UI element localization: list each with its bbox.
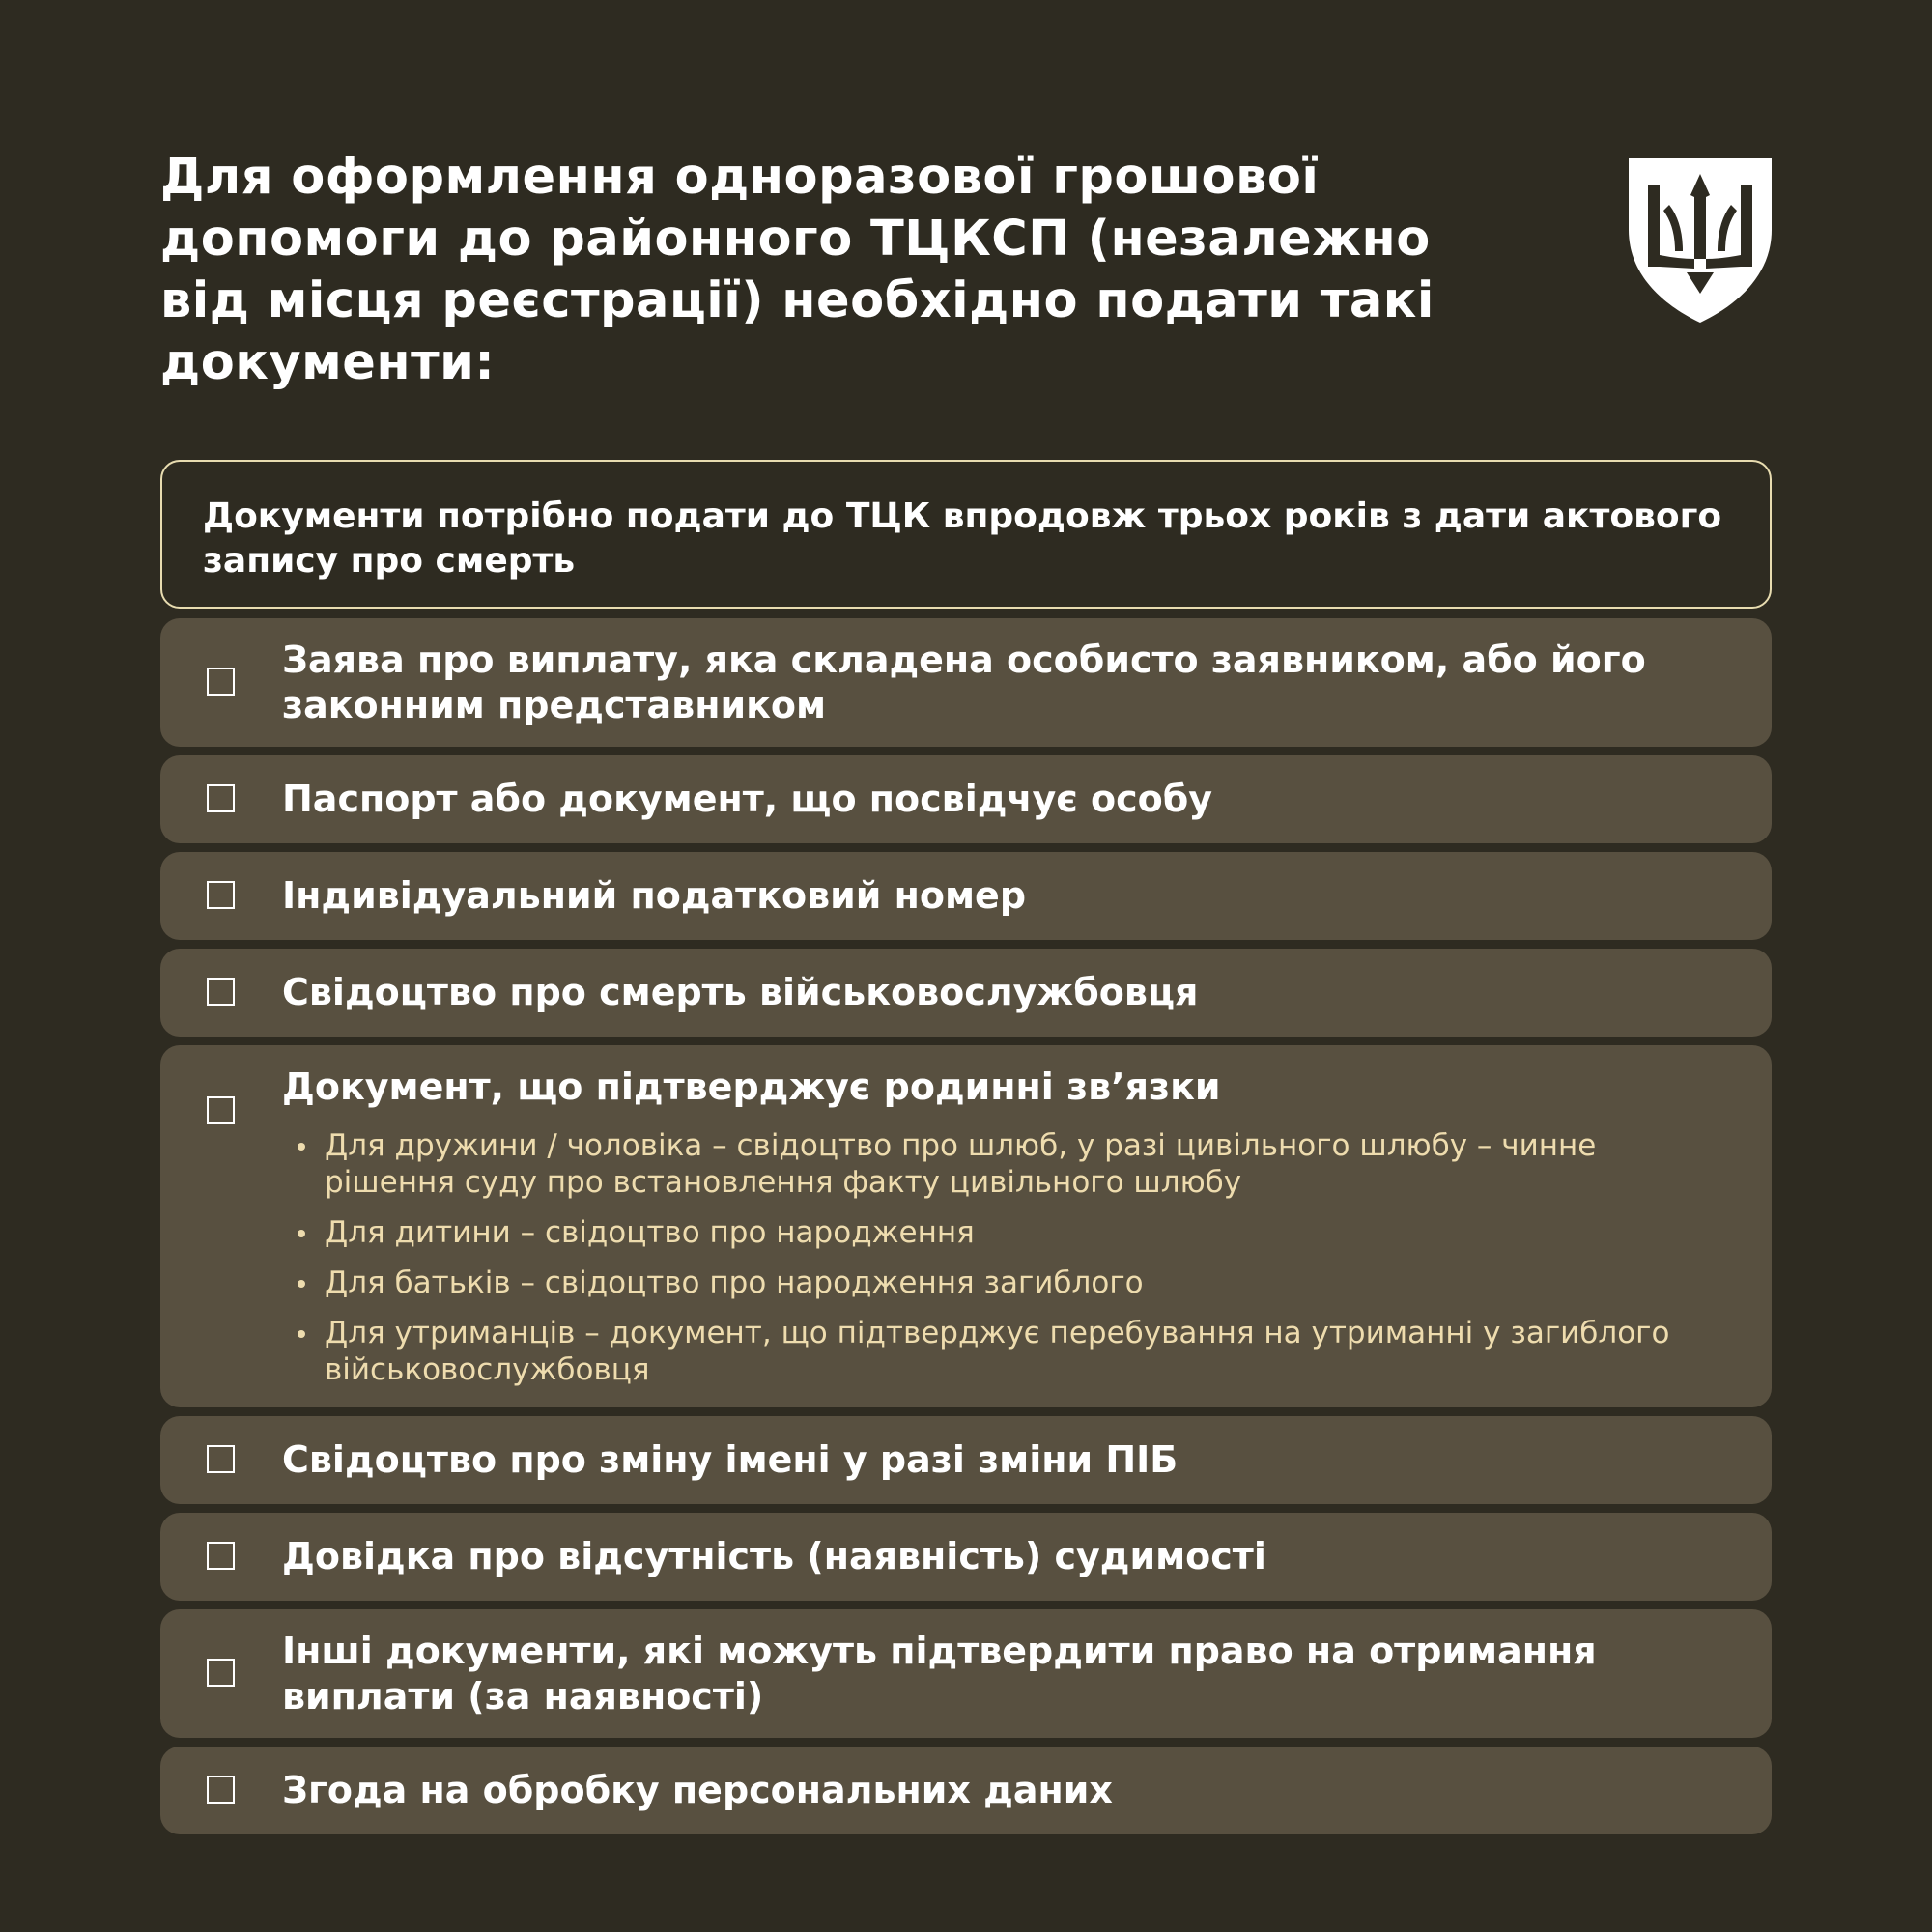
document-checklist [160,618,1772,1843]
checklist-item-criminal-record[interactable] [160,1513,1772,1601]
checkbox[interactable] [207,1445,235,1473]
checklist-item-death-certificate[interactable] [160,949,1772,1037]
family-ties-sublist [282,1127,1733,1402]
checkbox[interactable] [207,1776,235,1804]
checklist-item-label: Згода на обробку персональних даних [282,1769,1113,1811]
checklist-item-label: Паспорт або документ, що посвідчує особу [282,778,1213,820]
checkbox[interactable] [207,978,235,1006]
trident-shield-icon [1629,158,1772,323]
checklist-item-label: Документ, що підтверджує родинні зв’язки [282,1065,1221,1108]
checklist-item-application[interactable] [160,618,1772,747]
sublist-item-parents: Для батьків – свідоцтво про народження загиблого [325,1264,1733,1301]
checklist-item-label: Інші документи, які можуть підтвердити право на отримання виплати (за наявності) [282,1629,1597,1718]
checklist-item-name-change[interactable] [160,1416,1772,1504]
checkbox[interactable] [207,1659,235,1687]
checklist-item-label: Індивідуальний податковий номер [282,874,1027,917]
checkbox[interactable] [207,881,235,909]
checkbox[interactable] [207,784,235,812]
checklist-item-family-ties[interactable] [160,1045,1772,1407]
sublist-item-child: Для дитини – свідоцтво про народження [325,1214,1733,1251]
sublist-item-spouse: Для дружини / чоловіка – свідоцтво про шлюб, у разі цивільного шлюбу – чинне рішення суду про встановлення факту цивільного шлюбу [325,1127,1733,1201]
checkbox[interactable] [207,1096,235,1124]
checklist-item-other-documents[interactable] [160,1609,1772,1738]
checklist-item-label: Заява про виплату, яка складена особисто заявником, або його законним представником [282,638,1646,726]
checklist-item-passport[interactable] [160,755,1772,843]
checklist-item-data-consent[interactable] [160,1747,1772,1834]
checkbox[interactable] [207,1542,235,1570]
checklist-item-tax-number[interactable] [160,852,1772,940]
checklist-item-label: Свідоцтво про смерть військовослужбовця [282,971,1199,1013]
checklist-item-label: Довідка про відсутність (наявність) судимості [282,1535,1266,1577]
checkbox[interactable] [207,668,235,696]
sublist-item-dependents: Для утриманців – документ, що підтверджує перебування на утриманні у загиблого військовослужбовця [325,1315,1733,1388]
checklist-item-label: Свідоцтво про зміну імені у разі зміни ПІБ [282,1438,1179,1481]
deadline-notice: Документи потрібно подати до ТЦК впродовж трьох років з дати актового запису про смерть [160,460,1772,609]
page-title: Для оформлення одноразової грошової допомоги до районного ТЦКСП (незалежно від місця реєстрації) необхідно подати такі документи: [160,149,1435,391]
